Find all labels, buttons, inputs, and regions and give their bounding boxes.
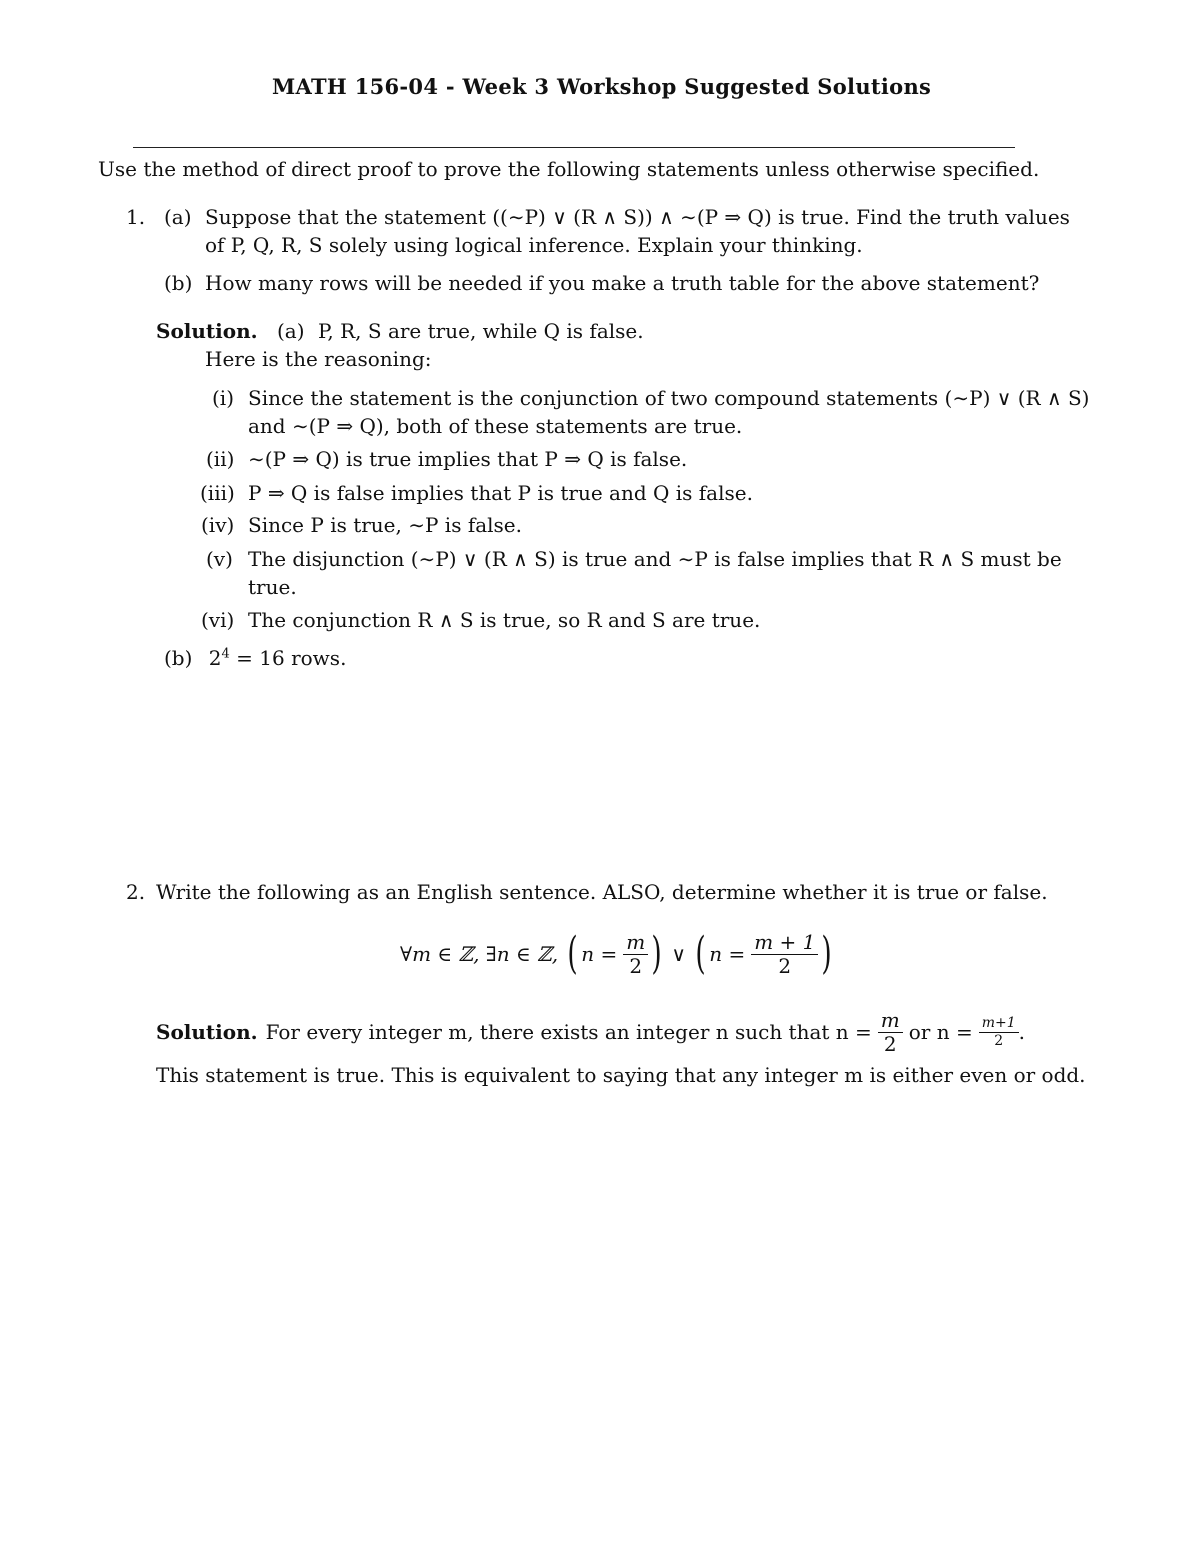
question-2-formula: [400, 922, 836, 986]
solution-2-label: Solution.: [156, 1020, 258, 1044]
question-1a-line1: Suppose that the statement ((∼P) ∨ (R ∧ S)) ∧ ∼(P ⇒ Q) is true. Find the truth values: [205, 205, 1070, 229]
step-label: (i): [212, 386, 235, 410]
formula-n-eq: n =: [709, 942, 746, 966]
instructions-text: Use the method of direct proof to prove the following statements unless otherwise specified.: [98, 157, 1040, 181]
right-paren-icon: ): [821, 928, 833, 979]
fraction-numerator: m+1: [979, 1015, 1019, 1032]
solution-fraction-m-over-2: [878, 1009, 903, 1056]
fraction-denominator: 2: [629, 953, 643, 978]
step-label: (v): [206, 547, 233, 571]
step-text-continued: and ∼(P ⇒ Q), both of these statements are true.: [248, 414, 743, 438]
fraction-denominator: 2: [778, 953, 792, 978]
fraction-numerator: m + 1: [751, 931, 818, 955]
left-paren-icon: (: [695, 928, 706, 979]
question-2-number: 2.: [126, 880, 146, 904]
formula-n-eq: n =: [581, 942, 618, 966]
question-2-text: Write the following as an English sentence. ALSO, determine whether it is true or false.: [156, 880, 1048, 904]
step-label: (iv): [201, 513, 235, 537]
fraction-numerator: m: [878, 1009, 903, 1033]
step-label: (iii): [200, 481, 235, 505]
left-paren-icon: (: [567, 928, 578, 979]
question-1b-label: (b): [164, 271, 193, 295]
solution-2-line2: This statement is true. This is equivalent to saying that any integer m is either even or odd.: [156, 1063, 1086, 1087]
right-paren-icon: ): [651, 928, 662, 979]
solution-fraction-m-plus-1-over-2: [979, 1015, 1019, 1048]
question-1-number: 1.: [126, 205, 146, 229]
solution-1b-label: (b): [164, 646, 193, 670]
step-label: (vi): [201, 608, 235, 632]
step-text: The conjunction R ∧ S is true, so R and S are true.: [248, 608, 761, 632]
solution-2-text: For every integer m, there exists an integer n such that n =: [265, 1020, 872, 1044]
solution-2-or: or n =: [908, 1020, 973, 1044]
title-divider: [133, 147, 1015, 148]
question-1a-line2: of P, Q, R, S solely using logical inference. Explain your thinking.: [205, 233, 863, 257]
solution-2-line1: [156, 1004, 1025, 1060]
solution-1b-line: [164, 646, 346, 670]
step-text: P ⇒ Q is false implies that P is true and Q is false.: [248, 481, 753, 505]
solution-1-label: Solution.: [156, 319, 258, 343]
page-title: MATH 156-04 - Week 3 Workshop Suggested Solutions: [272, 74, 932, 99]
reasoning-intro: Here is the reasoning:: [205, 347, 432, 371]
step-text: The disjunction (∼P) ∨ (R ∧ S) is true and ∼P is false implies that R ∧ S must be: [248, 547, 1062, 571]
step-text: Since the statement is the conjunction of two compound statements (∼P) ∨ (R ∧ S): [248, 386, 1090, 410]
question-1a-label: (a): [164, 205, 192, 229]
step-label: (ii): [206, 447, 235, 471]
formula-or-symbol: ∨: [671, 942, 687, 966]
step-text: Since P is true, ∼P is false.: [248, 513, 523, 537]
solution-1a-label: (a): [277, 319, 305, 343]
formula-quantifiers: ∀m ∈ ℤ, ∃n ∈ ℤ,: [400, 942, 559, 966]
solution-2-period: .: [1018, 1020, 1026, 1044]
step-text: ∼(P ⇒ Q) is true implies that P ⇒ Q is false.: [248, 447, 688, 471]
solution-1a-text: P, R, S are true, while Q is false.: [318, 319, 644, 343]
solution-1b-exponent: 4: [221, 646, 230, 662]
fraction-denominator: 2: [883, 1031, 897, 1056]
solution-1b-base: 2: [208, 646, 222, 670]
formula-fraction-m-plus-1-over-2: [751, 931, 818, 978]
solution-1b-rest: = 16 rows.: [236, 646, 347, 670]
formula-fraction-m-over-2: [623, 931, 648, 978]
fraction-denominator: 2: [994, 1032, 1004, 1049]
step-text-continued: true.: [248, 575, 297, 599]
question-1b-text: How many rows will be needed if you make a truth table for the above statement?: [205, 271, 1040, 295]
fraction-numerator: m: [623, 931, 648, 955]
